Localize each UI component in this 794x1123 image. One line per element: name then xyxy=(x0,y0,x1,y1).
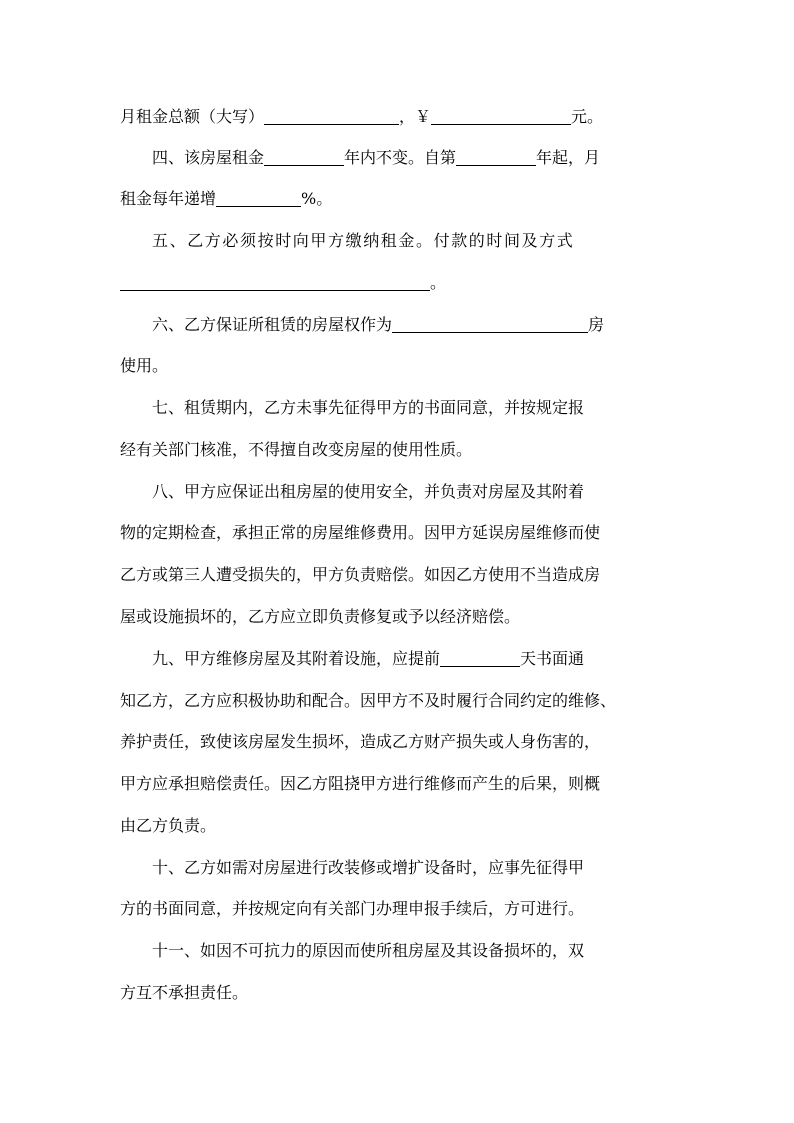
text-line xyxy=(120,563,676,587)
text-line xyxy=(152,647,676,671)
text-line xyxy=(120,772,676,796)
monthly-rent-label: 月租金总额（大写） xyxy=(120,107,265,126)
text-line xyxy=(152,146,676,170)
clause-7-text: 七、租赁期内，乙方未事先征得甲方的书面同意，并按规定报 xyxy=(152,398,585,417)
clause-4-text-2: 年内不变。自第 xyxy=(344,148,457,167)
text-line xyxy=(152,939,676,963)
clause-7-text-2: 经有关部门核准，不得擅自改变房屋的使用性质。 xyxy=(120,440,473,459)
text-line xyxy=(120,814,676,838)
rent-amount-blank xyxy=(431,106,571,125)
clause-10-text-2: 方的书面同意，并按规定向有关部门办理申报手续后，方可进行。 xyxy=(120,899,585,918)
text-line xyxy=(152,313,676,337)
yuan-unit-text: 元。 xyxy=(571,107,604,126)
clause-6-text-2: 房 xyxy=(588,315,605,334)
text-line xyxy=(152,396,676,420)
percent-text: %。 xyxy=(301,189,333,208)
clause-4-text-4: 租金每年递增 xyxy=(120,189,217,208)
text-line xyxy=(152,229,676,253)
usage-purpose-blank xyxy=(392,314,588,333)
text-line xyxy=(120,689,676,713)
text-line xyxy=(152,856,676,880)
text-line xyxy=(120,521,676,545)
text-line xyxy=(152,480,676,504)
yuan-symbol-text: ，￥ xyxy=(399,107,432,126)
clause-6-text: 六、乙方保证所租赁的房屋权作为 xyxy=(152,315,393,334)
clause-11-text: 十一、如因不可抗力的原因而使所租房屋及其设备损坏的，双 xyxy=(152,941,585,960)
notice-days-blank xyxy=(440,648,520,667)
text-line xyxy=(120,271,676,295)
text-line xyxy=(120,187,676,211)
clause-9-text-2: 天书面通 xyxy=(520,649,585,668)
clause-8-text-2: 物的定期检查，承担正常的房屋维修费用。因甲方延误房屋维修而使 xyxy=(120,523,601,542)
clause-8-text-4: 屋或设施损坏的，乙方应立即负责修复或予以经济赔偿。 xyxy=(120,607,521,626)
rent-uppercase-blank xyxy=(264,106,399,125)
text-line xyxy=(120,438,676,462)
clause-4-text-3: 年起，月 xyxy=(536,148,601,167)
clause-11-text-2: 方互不承担责任。 xyxy=(120,983,249,1002)
increase-start-year-blank xyxy=(456,147,536,166)
clause-9-text-4: 养护责任，致使该房屋发生损坏，造成乙方财产损失或人身伤害的， xyxy=(120,732,601,751)
clause-5-text: 五、乙方必须按时向甲方缴纳租金。付款的时间及方式 xyxy=(152,231,575,250)
clause-9-text-3: 知乙方，乙方应积极协助和配合。因甲方不及时履行合同约定的维修、 xyxy=(120,691,617,710)
clause-8-text: 八、甲方应保证出租房屋的使用安全，并负责对房屋及其附着 xyxy=(152,482,585,501)
text-line xyxy=(120,105,676,129)
clause-4-text: 四、该房屋租金 xyxy=(152,148,265,167)
period-text: 。 xyxy=(430,273,447,292)
text-line xyxy=(120,981,676,1005)
text-line xyxy=(120,897,676,921)
clause-9-text-6: 由乙方负责。 xyxy=(120,816,217,835)
clause-6-text-3: 使用。 xyxy=(120,356,169,375)
rent-years-blank xyxy=(264,147,344,166)
clause-9-text-5: 甲方应承担赔偿责任。因乙方阻挠甲方进行维修而产生的后果，则概 xyxy=(120,774,601,793)
text-line xyxy=(120,354,676,378)
clause-8-text-3: 乙方或第三人遭受损失的，甲方负责赔偿。如因乙方使用不当造成房 xyxy=(120,565,601,584)
increase-percent-blank xyxy=(216,188,301,207)
text-line xyxy=(120,605,676,629)
text-line xyxy=(120,730,676,754)
clause-9-text: 九、甲方维修房屋及其附着设施，应提前 xyxy=(152,649,441,668)
clause-10-text: 十、乙方如需对房屋进行改装修或增扩设备时，应事先征得甲 xyxy=(152,858,585,877)
payment-method-blank xyxy=(120,272,430,291)
